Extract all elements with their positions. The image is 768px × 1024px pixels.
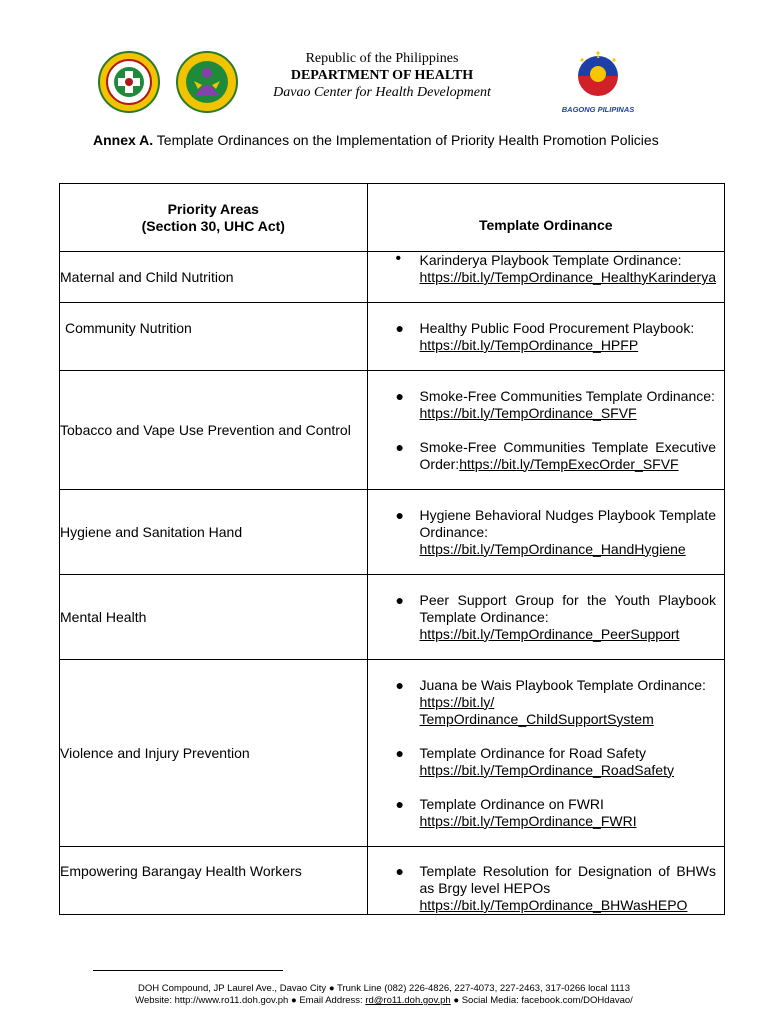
priority-area: Empowering Barangay Health Workers [60, 847, 368, 915]
ordinance-cell [367, 660, 724, 847]
republic-line: Republic of the Philippines [305, 51, 459, 66]
priority-area: Tobacco and Vape Use Prevention and Control [60, 371, 368, 490]
header-template-ordinance: Template Ordinance [367, 184, 724, 252]
table-row [60, 575, 725, 660]
list-item: ● Juana be Wais Playbook Template Ordinance: https://bit.ly/ TempOrdinance_ChildSupportSystem [420, 677, 716, 728]
bagong-pilipinas-logo-icon [560, 50, 636, 116]
table-row [60, 371, 725, 490]
annex-description: Template Ordinances on the Implementation of Priority Health Promotion Policies [156, 132, 659, 148]
list-item: ● Template Resolution for Designation of BHWs as Brgy level HEPOs https://bit.ly/TempOrdinance_BHWasHEPO [420, 863, 716, 914]
list-item: ● Healthy Public Food Procurement Playbook: https://bit.ly/TempOrdinance_HPFP [420, 320, 716, 354]
doh-seal-icon [98, 51, 160, 113]
priority-area: Maternal and Child Nutrition [60, 252, 368, 303]
ordinance-link[interactable]: https://bit.ly/TempOrdinance_BHWasHEPO [419, 897, 688, 913]
ordinance-link-continued[interactable]: TempOrdinance_ChildSupportSystem [419, 710, 654, 727]
priority-area: Violence and Injury Prevention [60, 660, 368, 847]
footer [0, 983, 768, 1007]
ordinance-link[interactable]: https://bit.ly/TempOrdinance_PeerSupport [419, 625, 680, 642]
logo-text: BAGONG PILIPINAS [561, 105, 635, 114]
table-row [60, 252, 725, 303]
list-item: • Karinderya Playbook Template Ordinance: https://bit.ly/TempOrdinance_HealthyKarinderya [420, 252, 716, 286]
table-row [60, 490, 725, 575]
ordinance-cell [367, 371, 724, 490]
table-row [60, 847, 725, 915]
list-item: ● Template Ordinance on FWRI https://bit.ly/TempOrdinance_FWRI [420, 796, 716, 830]
ordinance-link[interactable]: https://bit.ly/TempOrdinance_RoadSafety [419, 761, 674, 778]
footer-divider [93, 970, 283, 971]
ordinance-link[interactable]: https://bit.ly/ [419, 693, 495, 710]
ordinance-table [59, 183, 725, 915]
priority-area: Mental Health [60, 575, 368, 660]
ordinance-cell [367, 575, 724, 660]
ordinance-link[interactable]: https://bit.ly/TempOrdinance_HandHygiene [419, 540, 686, 557]
list-item: ● Peer Support Group for the Youth Playbook Template Ordinance: https://bit.ly/TempOrdinance_PeerSupport [420, 592, 716, 643]
priority-area: Community Nutrition [60, 303, 368, 371]
table-header-row [60, 184, 725, 252]
ordinance-cell [367, 252, 724, 303]
department-name: DEPARTMENT OF HEALTH [290, 68, 474, 83]
ordinance-link[interactable]: https://bit.ly/TempOrdinance_HealthyKarinderya [419, 269, 716, 285]
ordinance-cell [367, 303, 724, 371]
priority-area: Hygiene and Sanitation Hand [60, 490, 368, 575]
table-row [60, 303, 725, 371]
ordinance-link[interactable]: https://bit.ly/TempExecOrder_SFVF [459, 455, 679, 472]
email-link[interactable]: rd@ro11.doh.gov.ph [365, 995, 451, 1006]
table-row [60, 660, 725, 847]
ordinance-cell [367, 847, 724, 915]
davao-region-seal-icon [176, 51, 238, 113]
list-item: ● Template Ordinance for Road Safety https://bit.ly/TempOrdinance_RoadSafety [420, 745, 716, 779]
list-item: ● Hygiene Behavioral Nudges Playbook Template Ordinance: https://bit.ly/TempOrdinance_HandHygiene [420, 507, 716, 558]
ordinance-link[interactable]: https://bit.ly/TempOrdinance_HPFP [419, 337, 639, 353]
list-item: ● Smoke-Free Communities Template Ordinance: https://bit.ly/TempOrdinance_SFVF [420, 388, 716, 422]
center-name: Davao Center for Health Development [273, 85, 491, 100]
ordinance-link[interactable]: https://bit.ly/TempOrdinance_FWRI [419, 812, 637, 829]
list-item: ● Smoke-Free Communities Template Executive Order:https://bit.ly/TempExecOrder_SFVF [420, 439, 716, 473]
annex-title [93, 132, 693, 149]
annex-label: Annex A. [93, 132, 154, 148]
letterhead [0, 0, 768, 125]
header-priority-areas: Priority Areas (Section 30, UHC Act) [60, 184, 368, 252]
footer-contacts: Website: http://www.ro11.doh.gov.ph ● Email Address: rd@ro11.doh.gov.ph ● Social Media: facebook.com/DOHdavao/ [135, 995, 633, 1006]
ordinance-cell [367, 490, 724, 575]
footer-address: DOH Compound, JP Laurel Ave., Davao City ● Trunk Line (082) 226-4826, 227-4073, 227-2463, 317-0266 local 1113 [138, 983, 630, 994]
letterhead-text [232, 50, 532, 101]
ordinance-link[interactable]: https://bit.ly/TempOrdinance_SFVF [419, 404, 637, 421]
